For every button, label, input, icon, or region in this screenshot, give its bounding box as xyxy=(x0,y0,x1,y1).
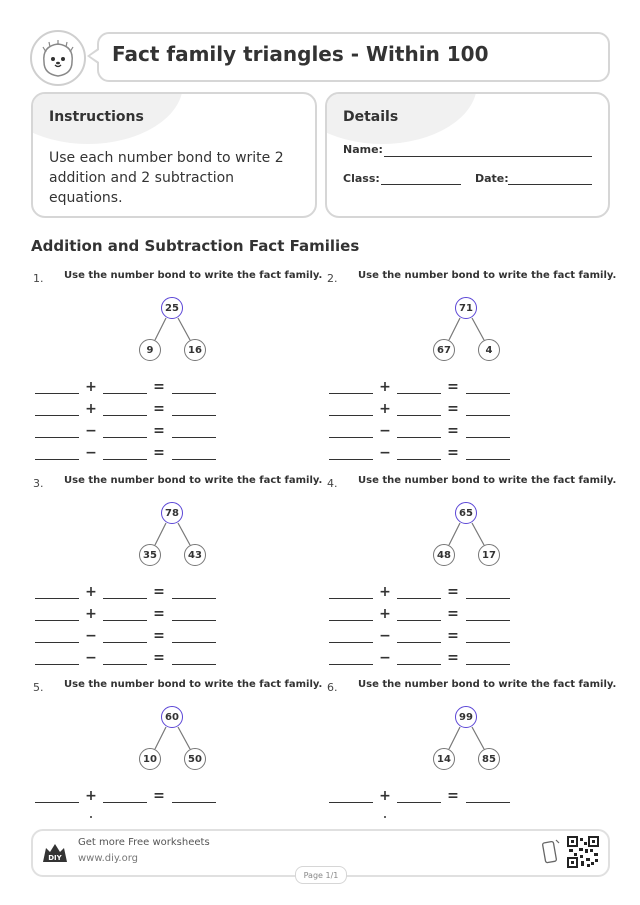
answer-blank[interactable] xyxy=(35,459,79,460)
bond-part-left: 35 xyxy=(139,544,161,566)
page-indicator: Page 1/1 xyxy=(295,866,347,884)
answer-blank[interactable] xyxy=(466,459,510,460)
answer-blank[interactable] xyxy=(35,620,79,621)
answer-blank[interactable] xyxy=(397,598,441,599)
answer-blank[interactable] xyxy=(172,459,216,460)
equals-sign: = xyxy=(447,445,459,461)
diy-logo-text: DIY xyxy=(48,854,62,862)
bond-part-right: 16 xyxy=(184,339,206,361)
details-heading: Details xyxy=(343,109,399,125)
problem-prompt: Use the number bond to write the fact family. xyxy=(358,475,617,486)
answer-blank[interactable] xyxy=(103,802,147,803)
answer-blank[interactable] xyxy=(329,642,373,643)
name-label: Name: xyxy=(343,143,383,156)
details-panel xyxy=(325,92,610,218)
equals-sign: = xyxy=(447,584,459,600)
answer-blank[interactable] xyxy=(172,598,216,599)
equals-sign: = xyxy=(447,788,459,804)
class-field[interactable] xyxy=(381,184,461,185)
bond-part-right: 17 xyxy=(478,544,500,566)
answer-blank[interactable] xyxy=(35,642,79,643)
answer-blank[interactable] xyxy=(103,642,147,643)
equals-sign: = xyxy=(153,379,165,395)
answer-blank[interactable] xyxy=(466,802,510,803)
problem-number: 2. xyxy=(327,272,338,285)
bond-part-left: 10 xyxy=(139,748,161,770)
problem-number: 5. xyxy=(33,681,44,694)
answer-blank[interactable] xyxy=(103,664,147,665)
problem-number: 4. xyxy=(327,477,338,490)
bond-whole: 65 xyxy=(455,502,477,524)
equals-sign: = xyxy=(153,584,165,600)
answer-blank[interactable] xyxy=(172,437,216,438)
answer-blank[interactable] xyxy=(397,620,441,621)
answer-blank[interactable] xyxy=(103,598,147,599)
bond-whole: 71 xyxy=(455,297,477,319)
answer-blank[interactable] xyxy=(329,620,373,621)
answer-blank[interactable] xyxy=(329,393,373,394)
answer-blank[interactable] xyxy=(329,437,373,438)
problem-number: 3. xyxy=(33,477,44,490)
date-field[interactable] xyxy=(508,184,592,185)
mascot-face-icon xyxy=(32,32,84,84)
answer-blank[interactable] xyxy=(329,664,373,665)
answer-blank[interactable] xyxy=(329,459,373,460)
answer-blank[interactable] xyxy=(466,642,510,643)
speech-tail-inner xyxy=(90,50,99,62)
answer-blank[interactable] xyxy=(397,664,441,665)
minus-sign: − xyxy=(85,628,97,644)
equals-sign: = xyxy=(153,401,165,417)
bond-part-left: 9 xyxy=(139,339,161,361)
answer-blank[interactable] xyxy=(397,642,441,643)
footer-promo: Get more Free worksheets xyxy=(78,837,210,848)
equals-sign: = xyxy=(153,445,165,461)
plus-sign: + xyxy=(85,584,97,600)
minus-sign: − xyxy=(379,628,391,644)
instructions-heading: Instructions xyxy=(49,109,144,125)
bond-connectors xyxy=(325,270,585,380)
diy-logo-icon xyxy=(40,838,70,872)
answer-blank[interactable] xyxy=(35,437,79,438)
bond-connectors xyxy=(325,679,585,789)
problem-number: 1. xyxy=(33,272,44,285)
equals-sign: = xyxy=(447,379,459,395)
section-title: Addition and Subtraction Fact Families xyxy=(31,237,360,255)
answer-blank[interactable] xyxy=(329,415,373,416)
answer-blank[interactable] xyxy=(329,598,373,599)
bond-whole: 78 xyxy=(161,502,183,524)
answer-blank[interactable] xyxy=(35,598,79,599)
equals-sign: = xyxy=(153,628,165,644)
answer-blank[interactable] xyxy=(172,415,216,416)
problem-prompt: Use the number bond to write the fact family. xyxy=(358,270,617,281)
bond-part-right: 43 xyxy=(184,544,206,566)
answer-blank[interactable] xyxy=(397,459,441,460)
date-label: Date: xyxy=(475,172,509,185)
cutoff-dot xyxy=(384,816,386,818)
equals-sign: = xyxy=(153,423,165,439)
answer-blank[interactable] xyxy=(103,393,147,394)
answer-blank[interactable] xyxy=(172,393,216,394)
answer-blank[interactable] xyxy=(397,415,441,416)
cutoff-dot xyxy=(90,816,92,818)
minus-sign: − xyxy=(379,650,391,666)
instructions-panel xyxy=(31,92,317,218)
answer-blank[interactable] xyxy=(103,620,147,621)
answer-blank[interactable] xyxy=(103,437,147,438)
plus-sign: + xyxy=(379,584,391,600)
plus-sign: + xyxy=(379,788,391,804)
bond-whole: 99 xyxy=(455,706,477,728)
bond-whole: 60 xyxy=(161,706,183,728)
bond-part-left: 14 xyxy=(433,748,455,770)
name-field[interactable] xyxy=(384,156,592,157)
plus-sign: + xyxy=(379,606,391,622)
mascot-avatar xyxy=(30,30,86,86)
problem-prompt: Use the number bond to write the fact family. xyxy=(358,679,617,690)
bond-part-left: 67 xyxy=(433,339,455,361)
equals-sign: = xyxy=(447,606,459,622)
answer-blank[interactable] xyxy=(172,664,216,665)
bond-connectors xyxy=(31,679,291,789)
footer-link[interactable]: www.diy.org xyxy=(78,853,138,864)
answer-blank[interactable] xyxy=(397,802,441,803)
bond-part-right: 4 xyxy=(478,339,500,361)
bond-part-right: 50 xyxy=(184,748,206,770)
equals-sign: = xyxy=(153,788,165,804)
phone-icon xyxy=(541,838,561,870)
minus-sign: − xyxy=(85,423,97,439)
class-label: Class: xyxy=(343,172,380,185)
bond-connectors xyxy=(325,475,585,585)
minus-sign: − xyxy=(85,445,97,461)
equals-sign: = xyxy=(447,401,459,417)
bond-part-left: 48 xyxy=(433,544,455,566)
answer-blank[interactable] xyxy=(103,415,147,416)
problem-number: 6. xyxy=(327,681,338,694)
bond-whole: 25 xyxy=(161,297,183,319)
answer-blank[interactable] xyxy=(329,802,373,803)
equals-sign: = xyxy=(153,606,165,622)
equals-sign: = xyxy=(447,628,459,644)
answer-blank[interactable] xyxy=(466,620,510,621)
plus-sign: + xyxy=(85,401,97,417)
answer-blank[interactable] xyxy=(35,802,79,803)
plus-sign: + xyxy=(379,379,391,395)
page-title: Fact family triangles - Within 100 xyxy=(112,42,489,66)
answer-blank[interactable] xyxy=(35,664,79,665)
answer-blank[interactable] xyxy=(466,437,510,438)
problem-prompt: Use the number bond to write the fact family. xyxy=(64,270,323,281)
bond-part-right: 85 xyxy=(478,748,500,770)
bond-connectors xyxy=(31,475,291,585)
plus-sign: + xyxy=(85,788,97,804)
minus-sign: − xyxy=(379,445,391,461)
answer-blank[interactable] xyxy=(466,664,510,665)
plus-sign: + xyxy=(85,606,97,622)
answer-blank[interactable] xyxy=(466,598,510,599)
answer-blank[interactable] xyxy=(397,437,441,438)
problem-prompt: Use the number bond to write the fact family. xyxy=(64,679,323,690)
equals-sign: = xyxy=(447,423,459,439)
plus-sign: + xyxy=(85,379,97,395)
answer-blank[interactable] xyxy=(466,393,510,394)
instructions-text: Use each number bond to write 2 addition and 2 subtraction equations. xyxy=(49,150,284,206)
minus-sign: − xyxy=(85,650,97,666)
minus-sign: − xyxy=(379,423,391,439)
answer-blank[interactable] xyxy=(172,620,216,621)
answer-blank[interactable] xyxy=(466,415,510,416)
answer-blank[interactable] xyxy=(172,802,216,803)
plus-sign: + xyxy=(379,401,391,417)
problem-prompt: Use the number bond to write the fact family. xyxy=(64,475,323,486)
bond-connectors xyxy=(31,270,291,380)
answer-blank[interactable] xyxy=(397,393,441,394)
answer-blank[interactable] xyxy=(172,642,216,643)
equals-sign: = xyxy=(153,650,165,666)
answer-blank[interactable] xyxy=(35,415,79,416)
answer-blank[interactable] xyxy=(35,393,79,394)
qr-code-icon xyxy=(567,836,599,872)
answer-blank[interactable] xyxy=(103,459,147,460)
equals-sign: = xyxy=(447,650,459,666)
